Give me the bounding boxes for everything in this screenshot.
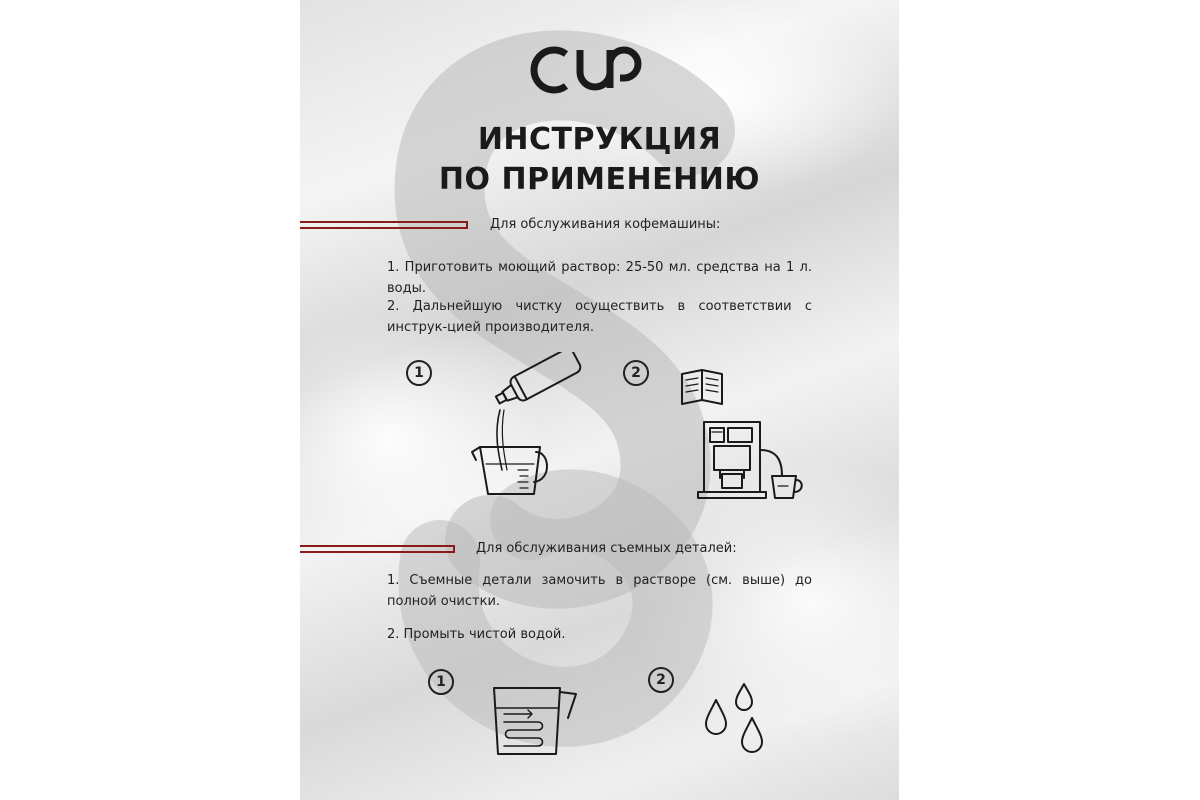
- step-number-badge: 1: [428, 669, 454, 695]
- step-text: 1. Съемные детали замочить в растворе (см. выше) до полной очистки.: [387, 573, 812, 609]
- section-title: Для обслуживания кофемашины:: [490, 217, 721, 232]
- title-line-1: ИНСТРУКЦИЯ: [477, 122, 722, 157]
- title-line-2: ПО ПРИМЕНЕНИЮ: [438, 162, 761, 197]
- water-drops-icon: [702, 682, 782, 754]
- step-number-badge: 1: [406, 360, 432, 386]
- red-rule: [300, 545, 455, 553]
- red-rule: [300, 221, 468, 229]
- bottle-pouring-into-measuring-cup-icon: [458, 352, 588, 502]
- step-text: 2. Промыть чистой водой.: [387, 627, 566, 642]
- part-soaking-in-cup-icon: [488, 682, 580, 762]
- cup-logo: [528, 42, 672, 98]
- section-heading-removable-parts: [300, 538, 899, 562]
- section-title: Для обслуживания съемных деталей:: [476, 541, 737, 556]
- page-title: [300, 120, 899, 200]
- step-number-badge: 2: [648, 667, 674, 693]
- manual-book-and-coffee-machine-icon: [678, 362, 808, 504]
- section-heading-coffee-machine: [300, 214, 899, 238]
- step-text: 2. Дальнейшую чистку осуществить в соответствии с инструк-цией производителя.: [387, 299, 812, 335]
- step-number-badge: 2: [623, 360, 649, 386]
- instruction-sheet: [300, 0, 899, 800]
- step-text: 1. Приготовить моющий раствор: 25-50 мл. средства на 1 л. воды.: [387, 260, 812, 296]
